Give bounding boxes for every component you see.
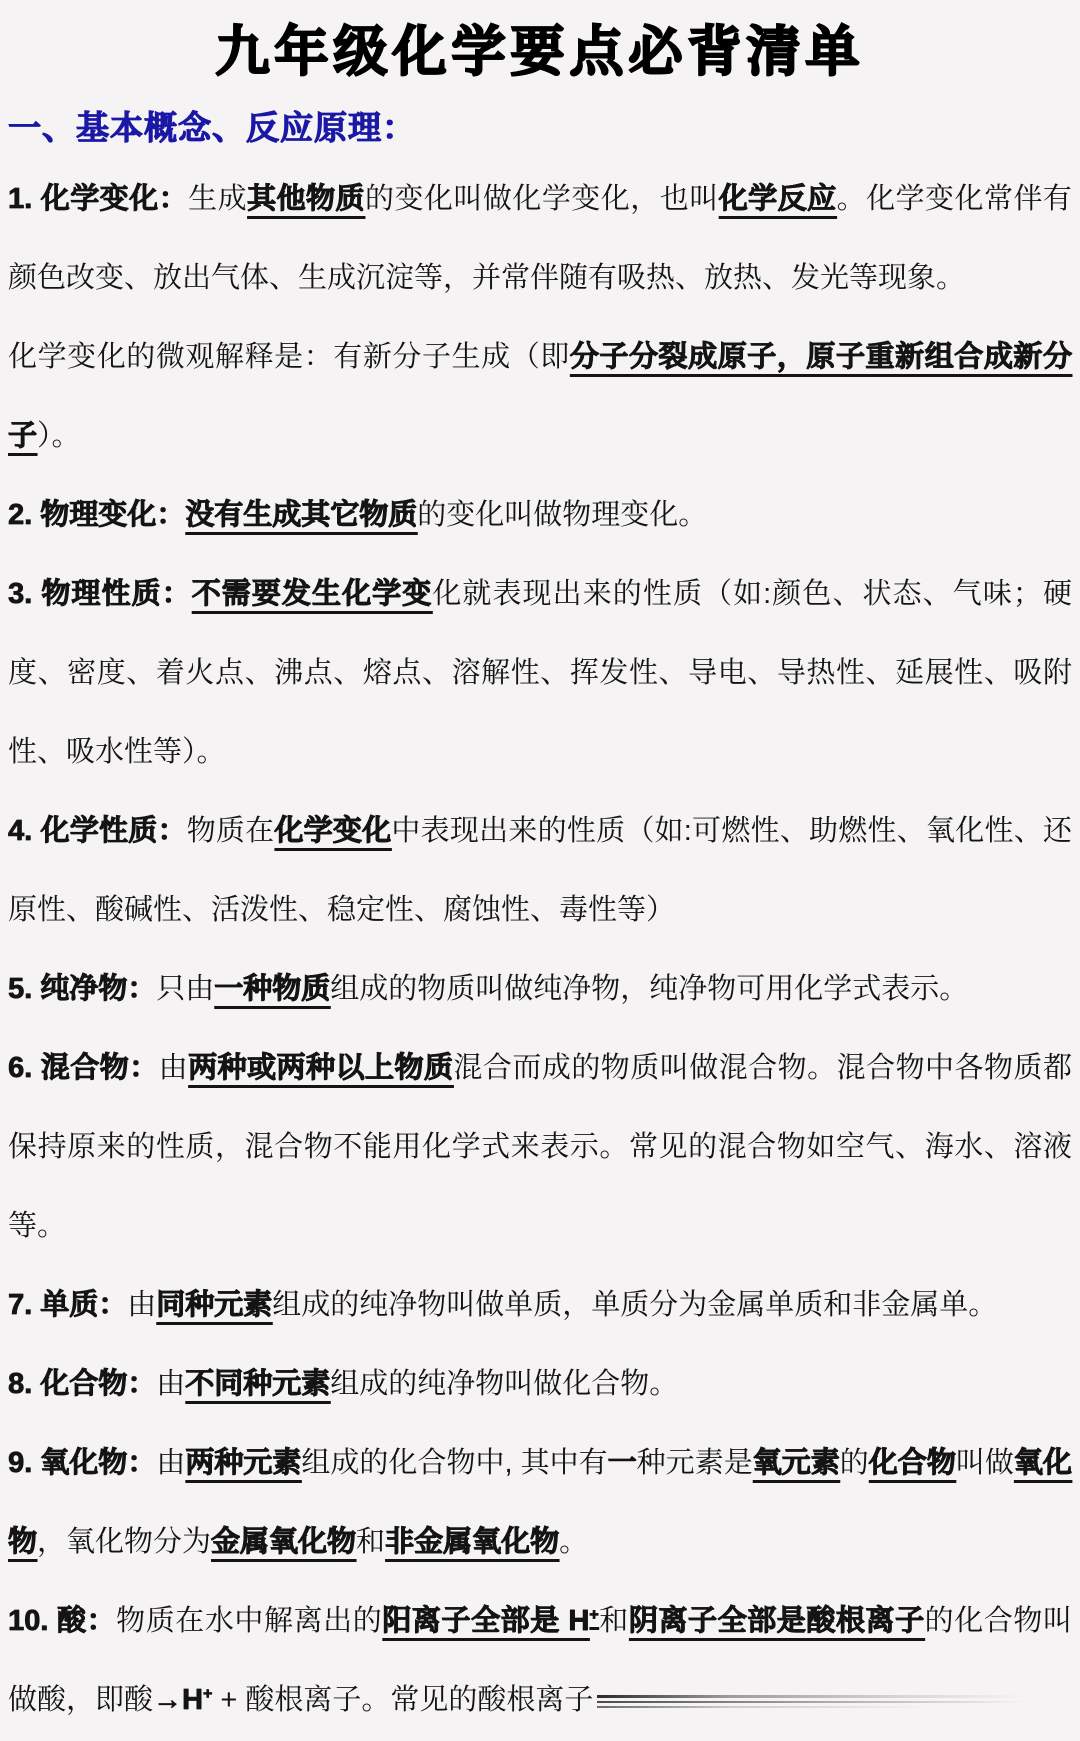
- rich-text: 7. 单质：由同种元素组成的纯净物叫做单质，单质分为金属单质和非金属单。: [8, 1289, 998, 1321]
- rich-text: 5. 纯净物：只由一种物质组成的物质叫做纯净物，纯净物可用化学式表示。: [8, 973, 969, 1005]
- list-item-2: [8, 476, 1072, 555]
- section-heading: 一、基本概念、反应原理：: [8, 109, 416, 146]
- rich-text: 8. 化合物：由不同种元素组成的纯净物叫做化合物。: [8, 1368, 679, 1400]
- rich-text: 2. 物理变化：没有生成其它物质的变化叫做物理变化。: [8, 499, 708, 531]
- blurred-text-streak: [597, 1693, 1027, 1709]
- rich-text: 4. 化学性质：物质在化学变化中表现出来的性质（如:可燃性、助燃性、氧化性、还原性、酸碱性、活泼性、稳定性、腐蚀性、毒性等）: [8, 815, 1072, 926]
- list-item-7: [8, 1266, 1072, 1345]
- rich-text: 化学变化的微观解释是：有新分子生成（即分子分裂成原子，原子重新组合成新分子）。: [8, 341, 1072, 452]
- list-item-1: [8, 160, 1072, 318]
- list-item-10: [8, 1582, 1072, 1740]
- list-item-1-note: [8, 318, 1072, 476]
- list-item-8: [8, 1345, 1072, 1424]
- list-item-5: [8, 950, 1072, 1029]
- rich-text: 6. 混合物：由两种或两种以上物质混合而成的物质叫做混合物。混合物中各物质都保持原来的性质，混合物不能用化学式来表示。常见的混合物如空气、海水、溶液等。: [8, 1052, 1072, 1242]
- list-item-4: [8, 792, 1072, 950]
- rich-text: 1. 化学变化：生成其他物质的变化叫做化学变化，也叫化学反应。化学变化常伴有颜色改变、放出气体、生成沉淀等，并常伴随有吸热、放热、发光等现象。: [8, 183, 1072, 294]
- rich-text: 9. 氧化物：由两种元素组成的化合物中, 其中有一种元素是氧元素的化合物叫做氧化物，氧化物分为金属氧化物和非金属氧化物。: [8, 1447, 1072, 1558]
- list-item-3: [8, 555, 1072, 792]
- rich-text: 3. 物理性质：不需要发生化学变化就表现出来的性质（如:颜色、状态、气味；硬度、密度、着火点、沸点、熔点、溶解性、挥发性、导电、导热性、延展性、吸附性、吸水性等）。: [8, 578, 1072, 768]
- document-title: 九年级化学要点必背清单: [215, 22, 865, 82]
- rich-text: 10. 酸：物质在水中解离出的阳离子全部是 H+和阴离子全部是酸根离子的化合物叫做酸，即酸→H+ + 酸根离子。常见的酸根离子: [8, 1605, 1072, 1716]
- list-item-6: [8, 1029, 1072, 1266]
- list-item-9: [8, 1424, 1072, 1582]
